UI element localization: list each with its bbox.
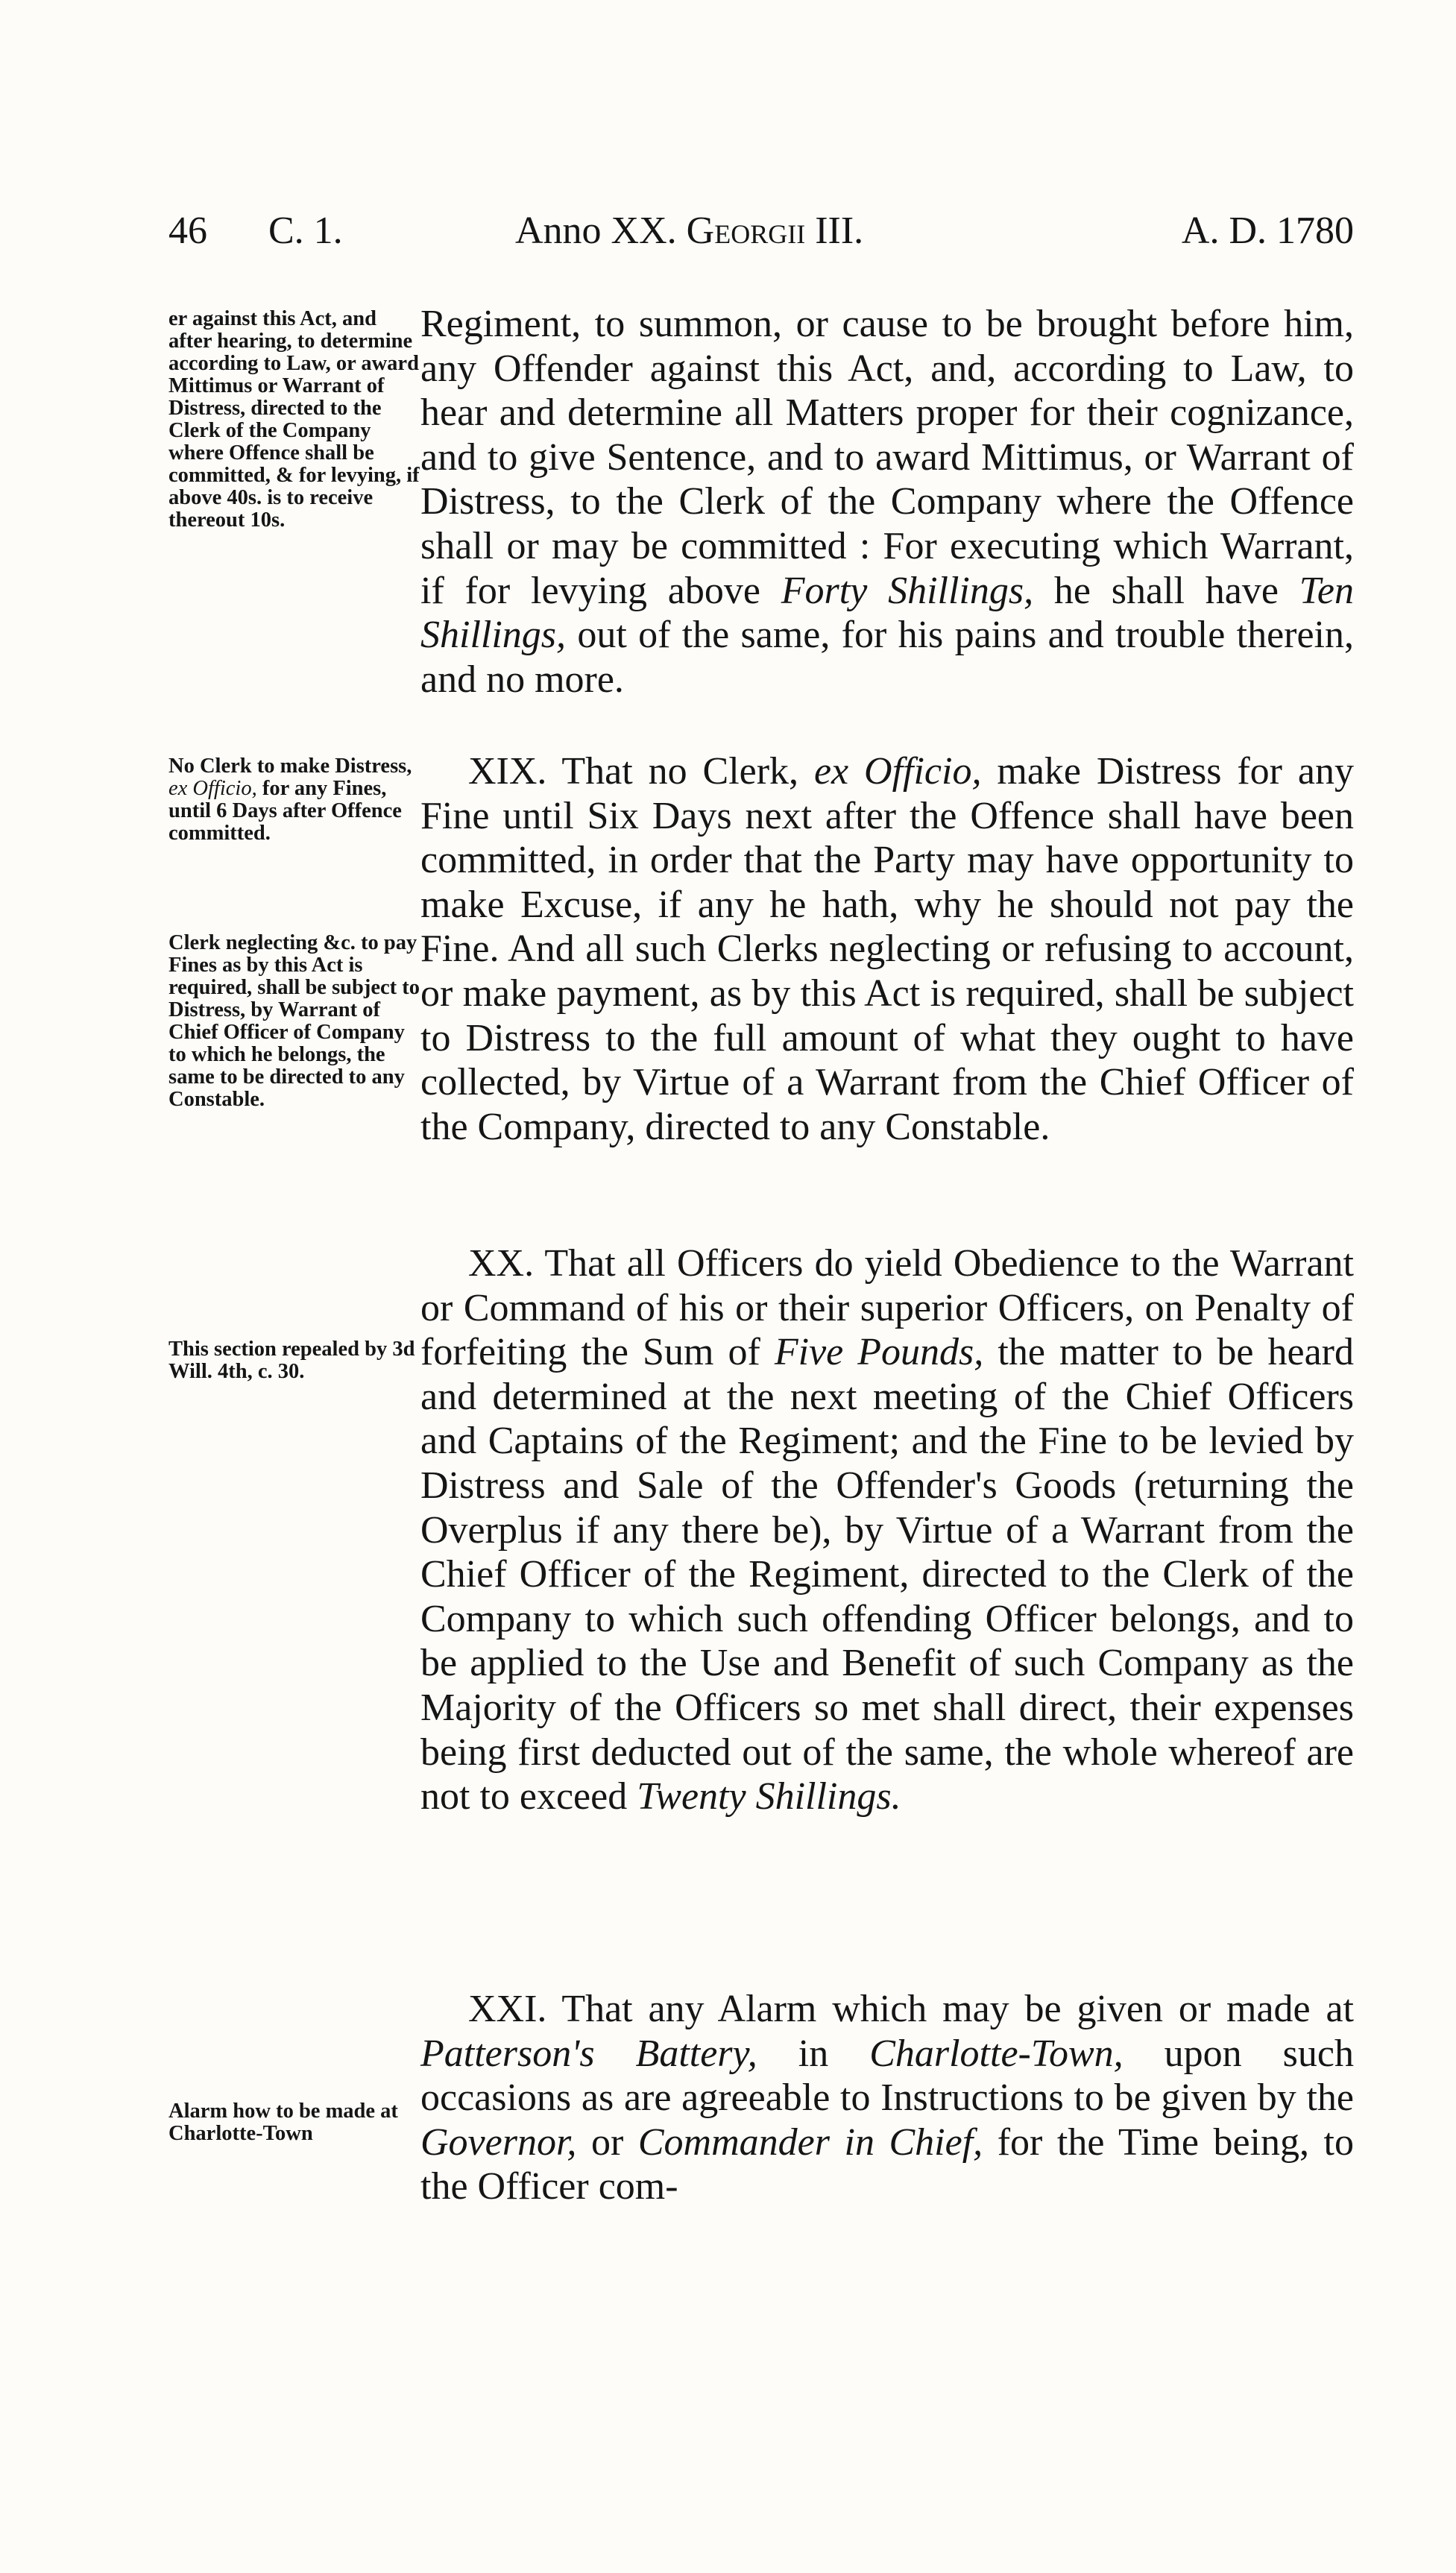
regnal-title [515,201,863,261]
paragraph [420,1987,1354,2209]
margin-note: er against this Act, and after hearing, to determine according to Law, or award Mittimus or Warrant of Distress, directed to the Clerk of the Company where Offence shall be committed, & for levying, if above 40s. is to receive thereout 10s. [168,307,420,532]
chapter-number: C. 1. [268,210,343,252]
italic-text: ex Officio, [813,750,982,793]
italic-text: Commander in Chief, [637,2120,983,2164]
section-body [420,1987,1354,2209]
italic-text: Forty Shillings, [781,569,1034,612]
anno-prefix: Anno XX. [515,210,677,252]
text-run: No Clerk to make Distress, [168,755,412,778]
italic-text: Five Pounds, [774,1331,984,1374]
text-run: or [576,2120,638,2164]
margin-note [168,755,423,845]
running-header [168,201,1354,261]
text-run: out of the same, for his pains and trouble therein, and no more. [420,614,1354,701]
text-run: he shall have [1033,569,1299,612]
section-body [420,302,1354,702]
italic-text: ex Officio, [168,777,257,800]
text-run: in [757,2032,870,2075]
margin-note: Clerk neglecting &c. to pay Fines as by this Act is required, shall be subject to Distress, by Warrant of Chief Officer of Company to which he belongs, the same to be directed to any Constable. [168,931,420,1111]
text-run: XXI. That any Alarm which may be given or made at [468,1988,1354,2030]
italic-text: Twenty Shillings. [637,1775,901,1818]
text-run: XIX. That no Clerk, [468,750,814,793]
section-body [420,1241,1354,1819]
text-run: for any Fines, until 6 Days after Offence committed. [168,777,402,845]
italic-text: Governor, [420,2120,577,2164]
text-run: for the Time being, to the Officer com- [420,2120,1354,2208]
text-run: XX. That all Officers do yield Obedience to the Warrant or Command of his or their superior Officers, on Penalty of forfeiting the Sum of [420,1242,1354,1374]
page-number: 46 [168,210,207,252]
italic-text: Charlotte-Town, [869,2032,1123,2075]
text-run: make Distress for any Fine until Six Days next after the Offence shall have been committed, in order that the Party may have opportunity to make Excuse, if any he hath, why he should not pay the Fine. And all such Clerks neglecting or refusing to account, or make payment, as by this Act is required, shall be subject to Distress to the full amount of what they ought to have collected, by Virtue of a Warrant from the Chief Officer of the Company, directed to any Constable. [420,750,1354,1148]
margin-note: This section repealed by 3d Will. 4th, c. 30. [168,1338,415,1383]
text-run: the matter to be heard and determined at the next meeting of the Chief Officers and Captains of the Regiment; and the Fine to be levied by Distress and Sale of the Offender's Goods (returning the Overplus if any there be), by Virtue of a Warrant from the Chief Officer of the Regiment, directed to the Clerk of the Company to which such offending Officer belongs, and to be applied to the Use and Benefit of such Company as the Majority of the Officers so met shall direct, their expenses being first deducted out of the same, the whole whereof are not to exceed [420,1331,1354,1818]
year: A. D. 1780 [1181,210,1354,252]
italic-text: Patterson's Battery, [420,2032,757,2075]
paragraph [420,749,1354,1149]
italic-text: Ten Shillings, [420,569,1355,657]
paragraph [420,1241,1354,1819]
paragraph [420,302,1354,702]
reign-name: Georgii III. [686,210,864,252]
margin-note: Alarm how to be made at Charlotte-Town [168,2100,398,2145]
section-body [420,749,1354,1149]
text-run: Regiment, to summon, or cause to be brought before him, any Offender against this Act, and, according to Law, to hear and determine all Matters proper for their cognizance, and to give Sentence, and to award Mittimus, or Warrant of Distress, to the Clerk of the Company where the Offence shall or may be committed : For executing which Warrant, if for levying above [420,303,1354,612]
text-run: upon such occasions as are agreeable to Instructions to be given by the [420,2032,1354,2120]
